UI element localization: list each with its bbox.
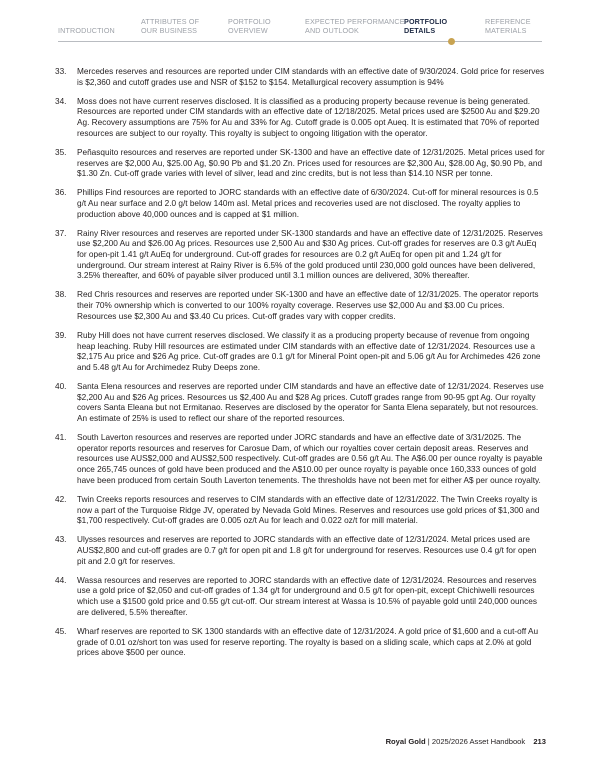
- footnote-item: [55, 148, 545, 180]
- footnote-number: 40.: [55, 381, 67, 391]
- footnote-text: Ruby Hill does not have current reserves disclosed. We classify it as a producing property because of revenue from ongoing heap leaching. Ruby Hill resources are estimated under CIM standards with an effective date of 12/31/2024. Resources use a $2,175 Au price and $26 Ag price. Cut-off grades are 0.1 g/t for Mineral Point open-pit and 5.06 g/t Au for Archimedes 426 zone and 5.48 g/t Au for Archimedez Ruby Deeps zone.: [77, 330, 541, 372]
- nav-expected-performance-and-outlook[interactable]: EXPECTED PERFORMANCE AND OUTLOOK: [305, 17, 405, 36]
- footnote-number: 38.: [55, 290, 67, 300]
- footnote-number: 37.: [55, 228, 67, 238]
- footnote-text: Wassa resources and reserves are reported to JORC standards with an effective date of 12/31/2024. Resources and reserves use a gold price of $2,050 and cut-off grades of 1.34 g/t for underground and 0.5 g/t for open-pit, except Chichiwelli resources which use a $1500 gold price and 0.55 g/t cut-off. Our stream interest at Wassa is 10.5% of payable gold until 240,000 ounces are delivered, 5.5% thereafter.: [77, 575, 537, 617]
- footnote-text: Peñasquito resources and reserves are reported under SK-1300 and have an effective date of 12/31/2025. Metal prices used for reserves are $2,000 Au, $25.00 Ag, $0.90 Pb and $1.20 Zn. Prices used for resources are $2,300 Au, $28.00 Ag, $0.90 Pb, and $1.30 Zn. Cut-off grade varies with level of silver, lead and zinc credits, but is not less than $14.10 NSR per tonne.: [77, 147, 545, 179]
- page-footer: [386, 737, 546, 747]
- page-number: 213: [533, 737, 546, 746]
- footnote-item: [55, 535, 545, 567]
- footer-brand: Royal Gold: [385, 737, 426, 746]
- footer-separator: |: [427, 737, 430, 746]
- nav-portfolio-overview[interactable]: PORTFOLIO OVERVIEW: [228, 17, 271, 36]
- footnote-number: 44.: [55, 575, 67, 585]
- footnote-number: 42.: [55, 494, 67, 504]
- footnote-number: 39.: [55, 330, 67, 340]
- footnote-item: [55, 627, 545, 659]
- footnote-item: [55, 67, 545, 88]
- footnote-number: 41.: [55, 433, 67, 443]
- top-navigation: [0, 0, 600, 52]
- footnote-item: [55, 229, 545, 283]
- footnote-number: 34.: [55, 96, 67, 106]
- nav-introduction[interactable]: INTRODUCTION: [58, 26, 115, 35]
- footnote-text: Santa Elena resources and reserves are reported under CIM standards and have an effective date of 12/31/2024. Reserves use $2,200 Au and $26 Ag prices. Resources us $2,400 Au and $28 Ag prices. Cutoff grades range from 90-95 gpt Ag. Our royalty covers Santa Eleana but not Ermitanao. Reserves are disclosed by the operator for Santa Elena separately, but not resources. An estimate of 25% is used to reflect our share of the reported resources.: [77, 381, 544, 424]
- footnote-item: [55, 331, 545, 374]
- nav-portfolio-details[interactable]: PORTFOLIO DETAILS: [404, 17, 448, 36]
- nav-attributes-of-our-business[interactable]: ATTRIBUTES OF OUR BUSINESS: [141, 17, 200, 36]
- footnote-text: Twin Creeks reports resources and reserves to CIM standards with an effective date of 12/31/2022. The Twin Creeks royalty is now a part of the Turquoise Ridge JV, operated by Nevada Gold Mines. Reserves and resources use gold prices of $1,300 and $1,700 respectively. Cut-off grades are 0.005 oz/t Au for leach and 0.022 oz/t for mill material.: [77, 494, 540, 526]
- footnote-number: 45.: [55, 626, 67, 636]
- footnotes-list: [55, 67, 545, 667]
- footnote-text: Moss does not have current reserves disclosed. It is classified as a producing property because revenue is being generated. Resources are reported under CIM standards with an effective date of 12/18/2025. Metal prices used are $2500 Au and $29.20 Ag. Recovery assumptions are 75% for Au and 33% for Ag. Cutoff grade is 0.005 opt Aueq. It is estimated that 70% of reported resources are subject to our royalty. This royalty is subject to ongoing litigation with the operator.: [77, 96, 540, 138]
- nav-divider: [58, 41, 542, 42]
- active-section-indicator: [448, 38, 455, 45]
- footnote-text: Wharf reserves are reported to SK 1300 standards with an effective date of 12/31/2024. A gold price of $1,600 and a cut-off Au grade of 0.01 oz/short ton was used for reserve reporting. The royalty is based on a sliding scale, which caps at 2.0% at gold prices above $500 per ounce.: [77, 626, 539, 658]
- footnote-item: [55, 97, 545, 140]
- footnote-number: 35.: [55, 147, 67, 157]
- footnote-text: Phillips Find resources are reported to JORC standards with an effective date of 6/30/2024. Cut-off for mineral resources is 0.5 g/t Au near surface and 2.0 g/t below 140m asl. Metal prices and recoveries used are not disclosed. The royalty applies to production above 40,000 ounces and is capped at $1 million.: [77, 188, 539, 219]
- footnote-item: [55, 382, 545, 425]
- footnote-text: Mercedes reserves and resources are reported under CIM standards with an effective date of 9/30/2024. Gold price for reserves is $2,360 and cutoff grades use and NSR of $152 to $154. Metallurgical recovery assumption is 94%: [77, 67, 545, 87]
- footnote-number: 33.: [55, 67, 67, 76]
- footnote-number: 43.: [55, 535, 67, 545]
- footnote-text: Ulysses resources and reserves are reported to JORC standards with an effective date of 12/31/2024. Metal prices used are AUS$2,800 and cut-off grades are 0.7 g/t for open pit and 1.8 g/t for underground for reserves. Resources use 0.4 g/t for open pit and 2.0 g/t for reserves.: [77, 535, 537, 566]
- footer-title: 2025/2026 Asset Handbook: [431, 737, 526, 746]
- footnote-item: [55, 188, 545, 220]
- footnote-item: [55, 495, 545, 527]
- footnote-number: 36.: [55, 188, 67, 198]
- footnote-text: Red Chris resources and reserves are reported under SK-1300 and have an effective date of 12/31/2025. The operator reports their 70% ownership which is converted to our 100% royalty coverage. Reserves use $2,000 Au and $3.00 Cu prices. Resources use $2,300 Au and $3.40 Cu prices. Cut-off grades vary with copper credits.: [77, 290, 539, 321]
- footnote-item: [55, 576, 545, 619]
- footnote-item: [55, 433, 545, 487]
- footnote-text: Rainy River resources and reserves are reported under SK-1300 standards and have an effective date of 12/31/2025. Reserves use $2,200 Au and $26.00 Ag prices. Resources use 2,500 Au and $30 Ag prices. Cut-off grades for reserves are 0.3 g/t AuEq for open-pit 1.41 g/t AuEq for underground. Cut-off grades for resources are 0.2 g/t AuEq for open pit and 1.24 g/t for underground. Our stream interest at Rainy River is 6.5% of the gold produced until 230,000 gold ounces have been delivered, 3.25% thereafter, and 60% of payable silver produced until 3.1 million ounces are delivered, 30% thereafter.: [77, 228, 543, 281]
- footnote-item: [55, 290, 545, 322]
- footnote-text: South Laverton resources and reserves are reported under JORC standards and have an effective date of 3/31/2025. The operator reports resources and reserves for Carosue Dam, of which our royalties cover certain deposit areas. Reserves and resources use AUS$2,000 and AUS$2,500 respectively. Cut-off grades are 0.56 g/t Au. The A$6.00 per ounce royalty is payable once 265,745 ounces of gold have been produced and the A$10.00 per ounce royalty is payable once 160,333 ounces of gold have been produced from certain South Laverton tenements. The thresholds have not been met for either A$ per ounce royalty.: [77, 433, 543, 485]
- nav-reference-materials[interactable]: REFERENCE MATERIALS: [485, 17, 531, 36]
